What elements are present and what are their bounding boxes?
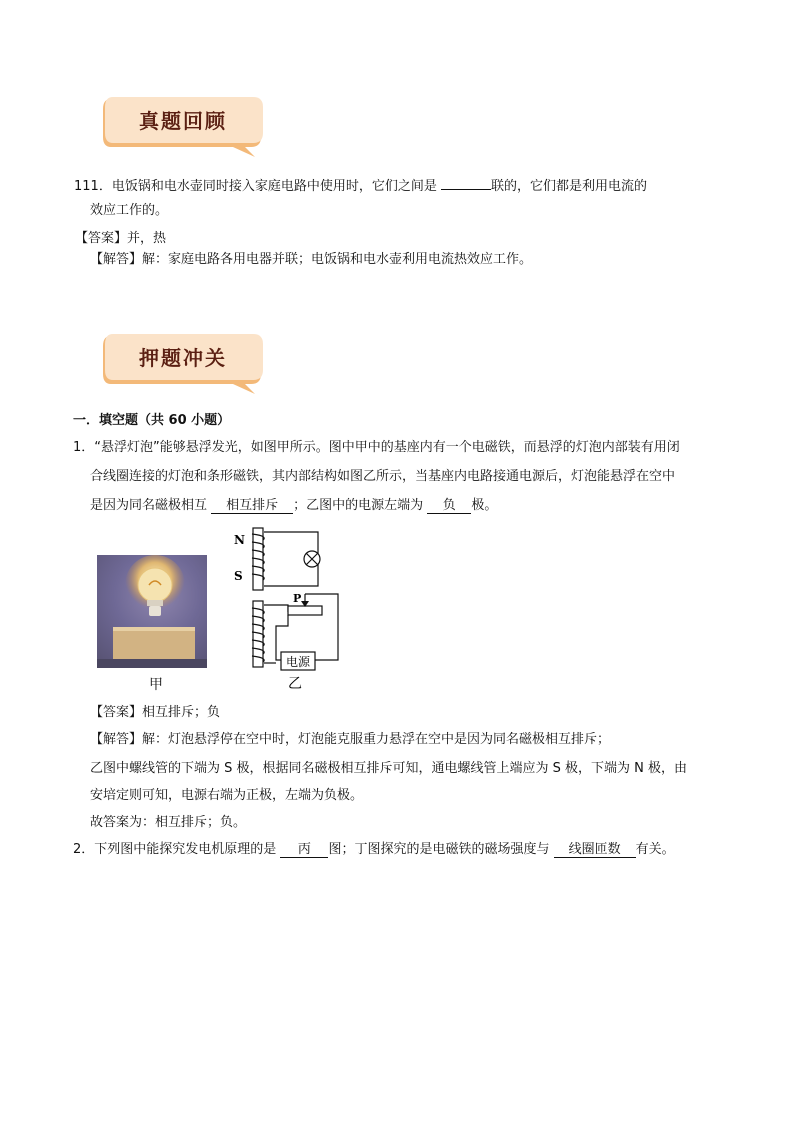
question-text: 电饭锅和电水壶同时接入家庭电路中使用时，它们之间是 [111,179,437,194]
levitating-bulb-photo [97,555,207,668]
answer-blank: 负 [427,498,471,514]
question-text: 有关。 [635,842,675,857]
question-number: 2． [73,842,95,857]
label-s: S [234,569,243,583]
question-number: 111． [74,179,112,194]
section-badge-practice [103,334,263,396]
question-1-line2: 合线圈连接的灯泡和条形磁铁，其内部结构如图乙所示，当基座内电路接通电源后，灯泡能悬浮在空中 [90,469,676,484]
bulb-illustration [97,555,207,668]
solution-row [90,731,610,749]
label-n: N [234,533,245,547]
solution-label: 【解答】 [90,252,143,267]
answer-label: 【答案】 [75,231,128,246]
answer-row [90,704,220,722]
question-2-line1 [73,841,675,859]
answer-text: 相互排斥；负 [142,705,221,720]
part-heading: 一．填空题（共 60 小题） [73,413,231,428]
question-111-line1 [74,174,647,196]
question-text: ；乙图中的电源左端为 [293,498,424,513]
answer-blank: 丙 [280,842,328,858]
answer-blank: 线圈匝数 [554,842,636,858]
solution-row [90,251,532,269]
figure-label-jia: 甲 [149,677,163,693]
answer-blank [441,174,491,190]
section-title: 押题冲关 [139,346,227,370]
answer-row [75,230,166,248]
label-p: P [293,592,302,605]
answer-blank: 相互排斥 [211,498,293,514]
section-title: 真题回顾 [139,109,227,133]
figure-label-yi: 乙 [288,676,302,692]
question-text: 图；丁图探究的是电磁铁的磁场强度与 [328,842,550,857]
question-text: 联的，它们都是利用电流的 [490,179,647,194]
circuit-diagram [228,522,358,692]
answer-text: 并，热 [127,231,167,246]
answer-label: 【答案】 [90,705,143,720]
question-1-line3 [90,497,497,515]
solution-line3: 安培定则可知，电源右端为正极，左端为负极。 [90,788,364,803]
question-1-line1 [73,439,680,457]
question-number: 1． [73,440,95,455]
question-text: 是因为同名磁极相互 [90,498,208,513]
question-text: “悬浮灯泡”能够悬浮发光，如图甲所示。图中甲中的基座内有一个电磁铁，而悬浮的灯泡内部装有用闭 [94,440,680,455]
solution-line2: 乙图中螺线管的下端为 S 极，根据同名磁极相互排斥可知，通电螺线管上端应为 S 极，下端为 N 极，由 [90,761,688,776]
rheostat [288,606,322,615]
solution-line4: 故答案为：相互排斥；负。 [90,815,247,830]
solution-label: 【解答】 [90,732,143,747]
solution-text: 解：家庭电路各用电器并联；电饭锅和电水壶利用电流热效应工作。 [142,252,533,267]
solution-text: 解：灯泡悬浮停在空中时，灯泡能克服重力悬浮在空中是因为同名磁极相互排斥； [142,732,611,747]
power-source-label: 电源 [285,655,311,669]
question-text: 下列图中能探究发电机原理的是 [94,842,277,857]
question-text: 极。 [471,498,498,513]
question-111-line2: 效应工作的。 [90,203,169,218]
section-badge-review [103,97,263,159]
